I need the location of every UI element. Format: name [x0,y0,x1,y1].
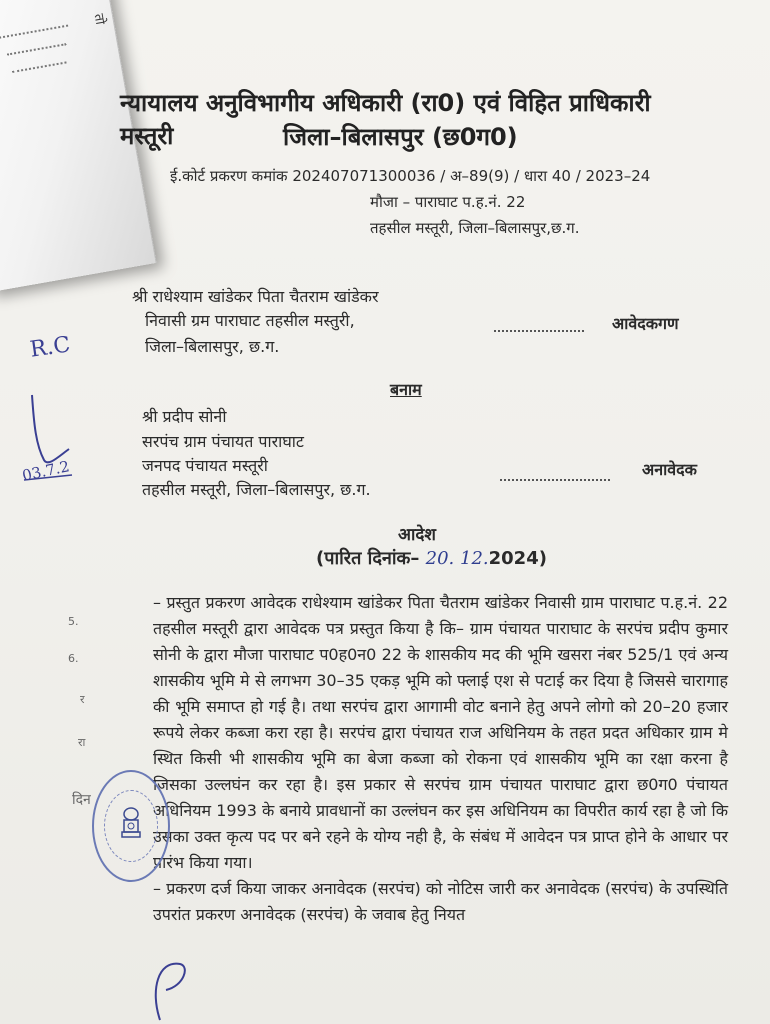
respondent-role: अनावेदक [642,460,697,479]
margin-number-6: 6. [68,652,79,665]
court-title-line2: जिला–बिलासपुर (छ0ग0) [283,123,518,151]
versus-label: बनाम [390,380,422,399]
handwritten-mark [140,950,200,1024]
handwritten-date: 03.7.2 [20,457,72,485]
order-paragraph-1: – प्रस्तुत प्रकरण आवेदक राधेश्याम खांडेकर पिता चैतराम खांडेकर निवासी ग्राम पाराघाट प.ह.नं. 22 तहसील मस्तूरी द्वारा आवेदक पत्र प्रस्तुत किया है कि– ग्राम पंचायत पाराघाट के सरपंच प्रदीप कुमार सोनी के द्वारा मौजा पाराघाट प0ह0न0 22 के शासकीय मद की भूमि खसरा नंबर 525/1 एवं अन्य शासकीय भूमि मे से लगभग 30–35 एकड़ भूमि को फ्लाई एश से पटाई कर दिया है जिससे चारागाह की भूमि समाप्त हो गई है। तथा सरपंच द्वारा आगामी वोट बनाने हेतु अपने लोगो को 20–20 हजार रूपये लेकर कब्जा करा रहा है। सरपंच द्वारा पंचायत राज अधिनियम के तहत प्रदत अधिकार ग्राम मे स्थित किसी भी शासकीय भूमि का बेजा कब्जा को रोकना एवं शासकीय भूमि का रक्षा करना है जिसका उल्लघंन कर रहा है। इस प्रकार से सरपंच ग्राम पंचायत पाराघाट द्वारा छ0ग0 पंचायत अधिनियम 1993 के बनाये प्रावधानों का उल्लंघन कर इस अधिनियम का विपरीत कार्य रहा है जो कि उसका उक्त कृत्य पद पर बने रहने के योग्य नही है, के संबंध में आवेदन पत्र प्राप्त होने के आधार पर प्रारंभ किया गया। [153,593,728,872]
order-title: आदेश [398,525,436,545]
curl-text: तो [90,12,108,26]
court-title-line1: न्यायालय अनुविभागीय अधिकारी (रा0) एवं विहित प्राधिकारी मस्तूरी [120,89,651,150]
respondent-janpad: जनपद पंचायत मस्तूरी [142,456,268,475]
handwritten-initial: R.C [28,332,72,363]
official-seal [92,770,170,882]
margin-number-5: 5. [68,615,79,628]
margin-text-5: दिन [72,792,91,808]
ashoka-emblem-icon [118,806,144,842]
passed-date [316,546,547,570]
mauza-line: मौजा – पाराघाट प.ह.नं. 22 [370,193,526,211]
passed-date-handwritten: 20. 12. [425,548,489,569]
applicant-name: श्री राधेश्याम खांडेकर पिता चैतराम खांडेकर [132,287,379,306]
applicant-district: जिला–बिलासपुर, छ.ग. [145,337,280,356]
respondent-tehsil: तहसील मस्तूरी, जिला–बिलासपुर, छ.ग. [142,480,371,499]
order-paragraph-2: – प्रकरण दर्ज किया जाकर अनावेदक (सरपंच) को नोटिस जारी कर अनावेदक (सरपंच) के उपस्थिति उपरांत प्रकरण अनावेदक (सरपंच) के जवाब हेतु नियत [153,879,728,924]
passed-date-year: 2024) [488,548,547,569]
margin-text-3: र [80,693,85,706]
margin-text-4: रा [78,736,86,749]
respondent-designation: सरपंच ग्राम पंचायत पाराघाट [142,432,304,451]
applicant-dotted-leader [494,330,584,332]
applicant-role: आवेदकगण [612,314,679,333]
respondent-name: श्री प्रदीप सोनी [142,407,227,426]
respondent-dotted-leader [500,479,610,481]
tehsil-line: तहसील मस्तूरी, जिला–बिलासपुर,छ.ग. [370,219,580,237]
ecourt-case-number: ई.कोर्ट प्रकरण कमांक 202407071300036 / अ–89(9) / धारा 40 / 2023–24 [170,167,651,185]
passed-date-prefix: (पारित दिनांक– [316,548,420,569]
order-body [153,590,728,928]
applicant-address: निवासी ग्रम पाराघाट तहसील मस्तुरी, [145,311,355,330]
